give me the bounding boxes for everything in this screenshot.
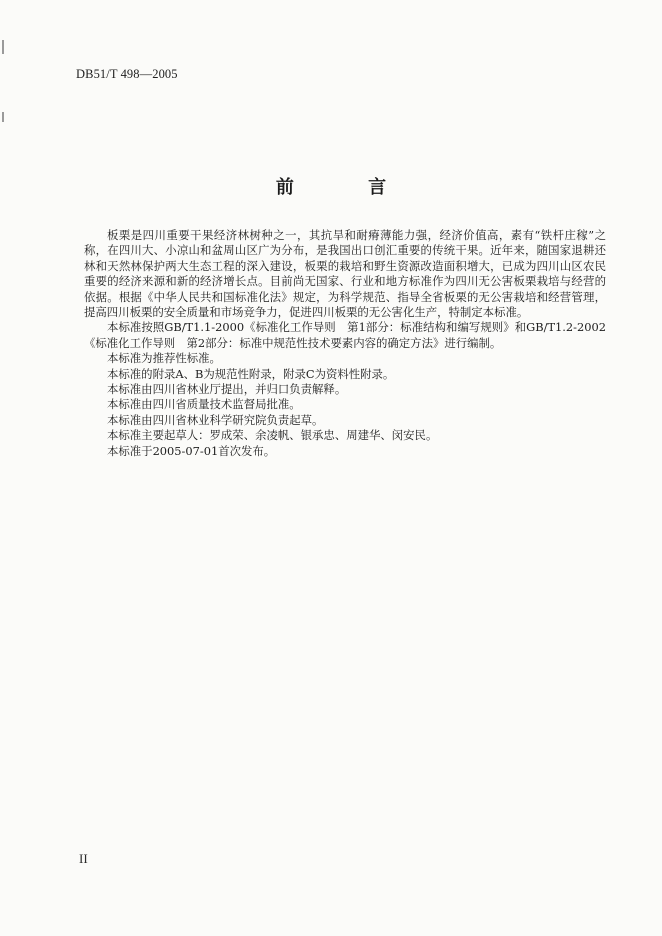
document-code: DB51/T 498—2005 xyxy=(76,67,178,81)
paragraph-release-date: 本标准于2005-07-01首次发布。 xyxy=(107,443,276,458)
page-title: 前 言 xyxy=(275,177,421,198)
paragraph-annexes: 本标准的附录A、B为规范性附录，附录C为资料性附录。 xyxy=(107,366,395,381)
foreword-body xyxy=(84,228,606,459)
page-number: II xyxy=(79,851,88,866)
paragraph-drafting-org: 本标准由四川省林业科学研究院负责起草。 xyxy=(107,412,324,427)
scan-edge-mark xyxy=(2,112,4,122)
paragraph-drafters: 本标准主要起草人：罗成荣、余凌帆、银承忠、周建华、闵安民。 xyxy=(107,428,438,443)
scan-edge-mark xyxy=(2,40,4,54)
paragraph-proposer: 本标准由四川省林业厅提出，并归口负责解释。 xyxy=(107,382,347,397)
paragraph-approver: 本标准由四川省质量技术监督局批准。 xyxy=(107,397,301,412)
paragraph-recommended: 本标准为推荐性标准。 xyxy=(107,351,221,366)
paragraph-drafting-basis: 本标准按照GB/T1.1-2000《标准化工作导则 第1部分：标准结构和编写规则》和GB/T1.2-2002《标准化工作导则 第2部分：标准中规范性技术要素内容的确定方法》进行编制。 xyxy=(84,320,606,350)
paragraph-intro: 板栗是四川重要干果经济林树种之一，其抗旱和耐瘠薄能力强，经济价值高，素有“铁杆庄稼”之称，在四川大、小凉山和盆周山区广为分布，是我国出口创汇重要的传统干果。近年来，随国家退耕还林和天然林保护两大生态工程的深入建设，板栗的栽培和野生资源改造面积增大，已成为四川山区农民重要的经济来源和新的经济增长点。目前尚无国家、行业和地方标准作为四川无公害板栗栽培与经营的依据。根据《中华人民共和国标准化法》规定，为科学规范、指导全省板栗的无公害栽培和经营管理，提高四川板栗的安全质量和市场竞争力，促进四川板栗的无公害化生产，特制定本标准。 xyxy=(84,228,606,320)
